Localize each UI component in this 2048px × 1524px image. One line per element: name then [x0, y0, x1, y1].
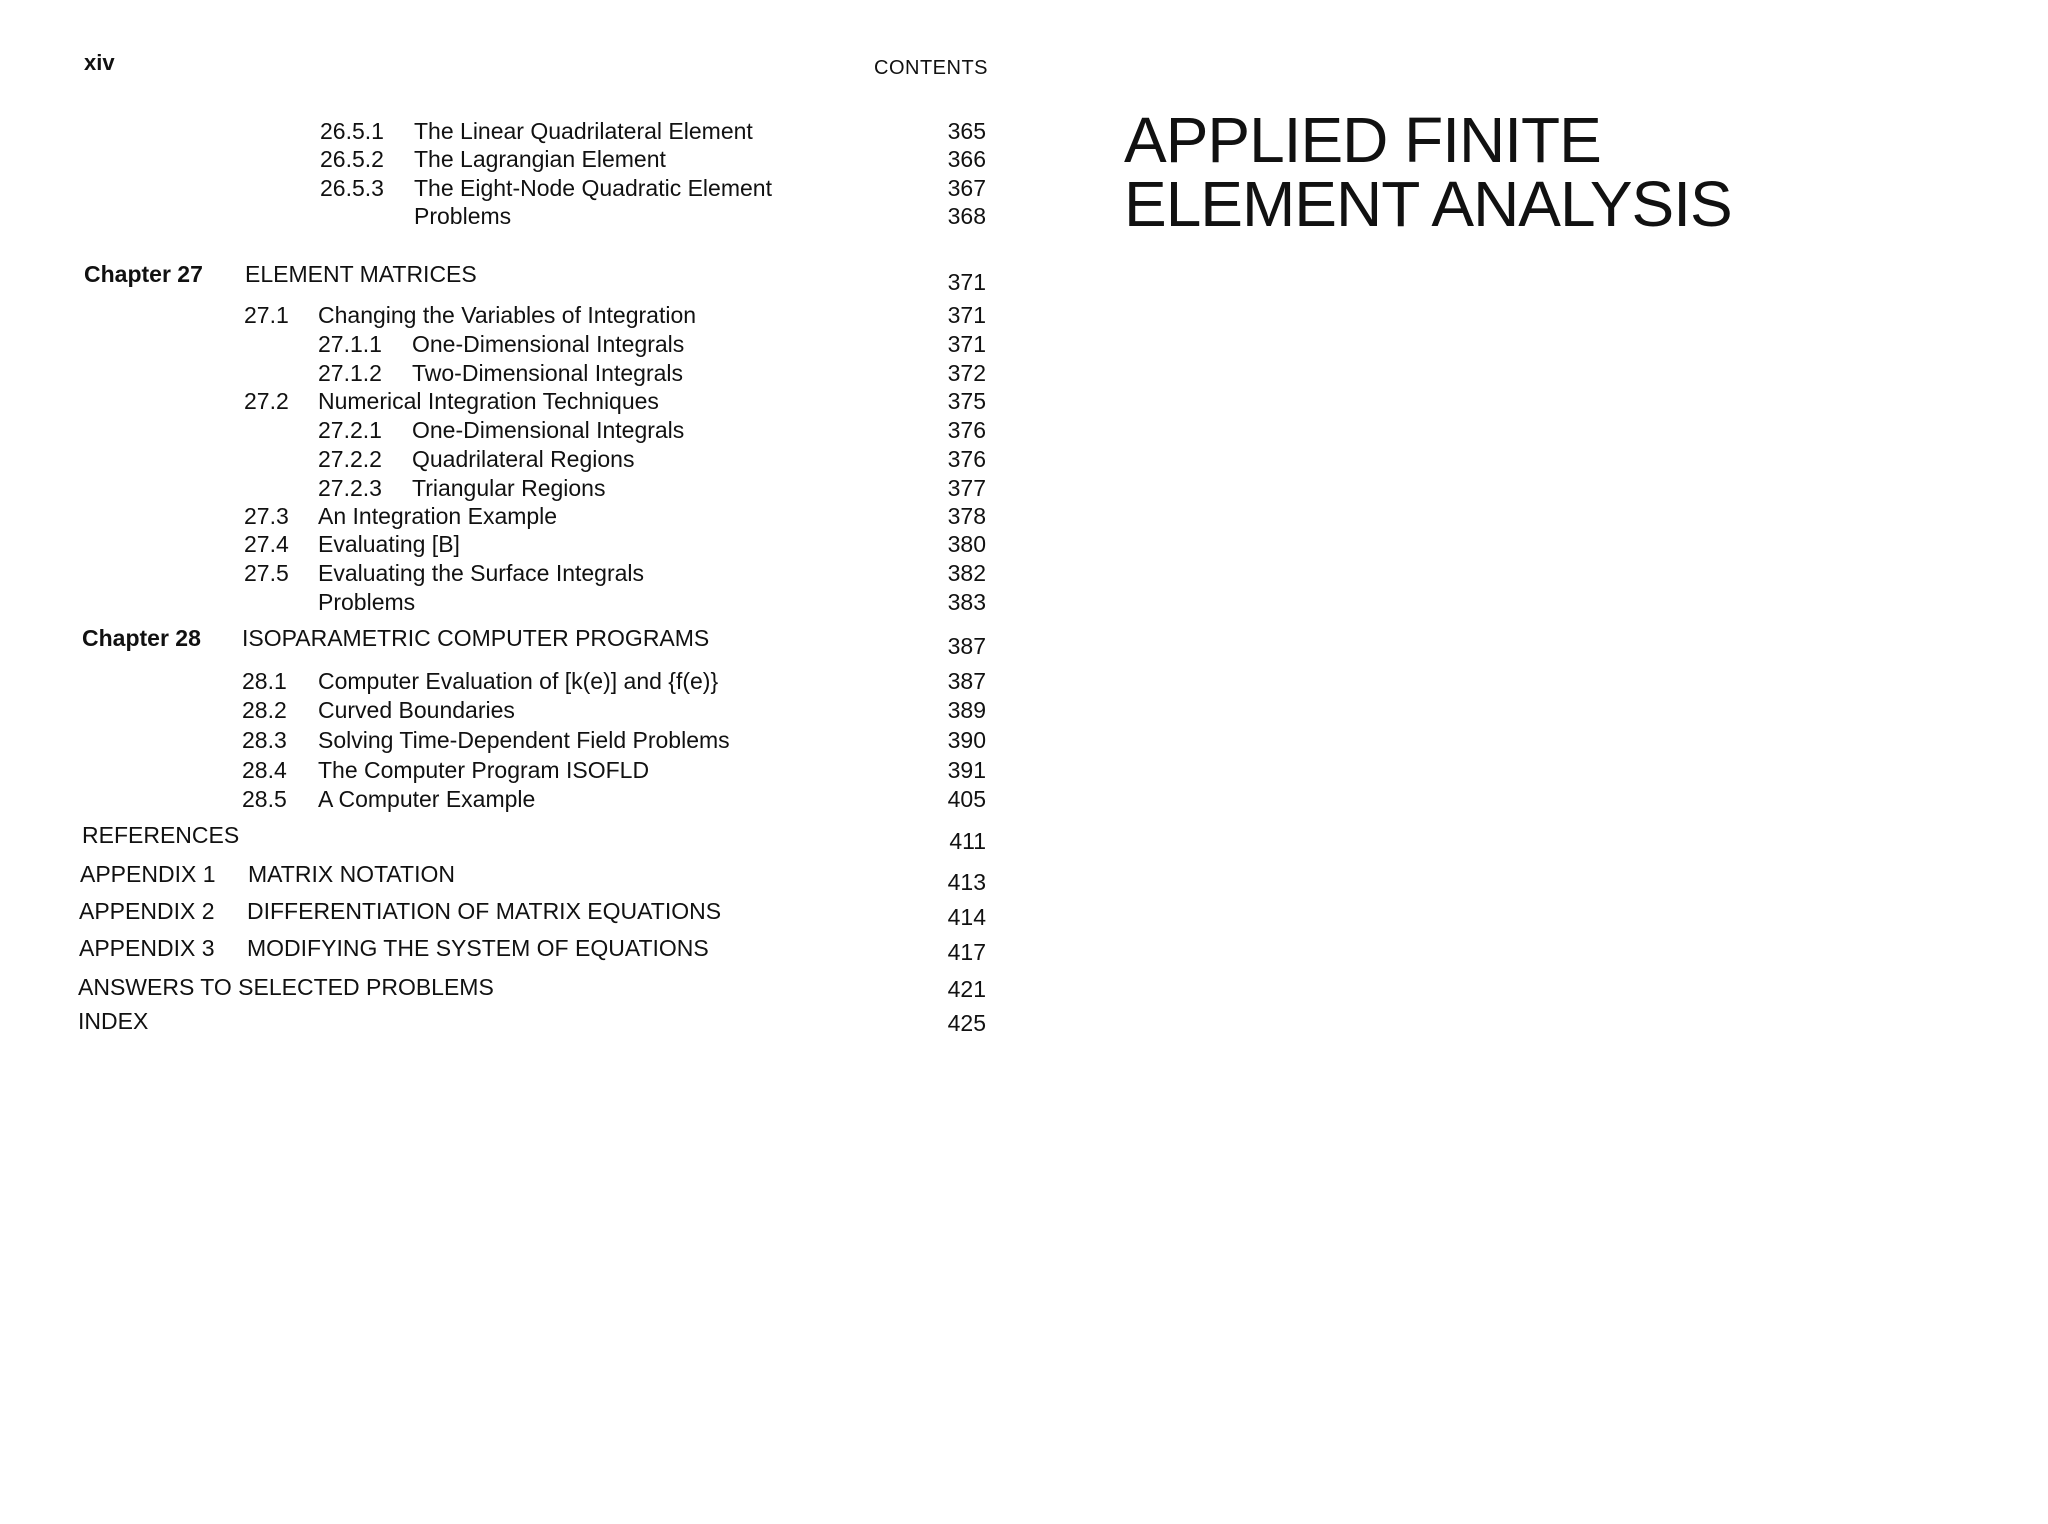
- toc-chapter: [0, 261, 1000, 295]
- toc-number: 27.2.1: [318, 417, 382, 443]
- toc-page: 387: [947, 633, 986, 659]
- toc-title: The Lagrangian Element: [414, 146, 666, 172]
- toc-page: 371: [947, 269, 986, 295]
- toc-entry: [0, 668, 1000, 698]
- toc-number: 26.5.3: [320, 175, 384, 201]
- toc-number: 27.4: [244, 531, 289, 557]
- toc-page: 405: [947, 786, 986, 812]
- toc-entry: [0, 146, 1000, 176]
- toc-entry: [0, 302, 1000, 332]
- toc-page: 421: [947, 976, 986, 1002]
- appendix-label: APPENDIX 1: [80, 861, 216, 887]
- toc-chapter: [0, 625, 1000, 659]
- toc-entry: [0, 727, 1000, 757]
- toc-page: 372: [947, 360, 986, 386]
- toc-entry: [0, 589, 1000, 619]
- appendix-label: APPENDIX 3: [79, 935, 215, 961]
- toc-title: Solving Time-Dependent Field Problems: [318, 727, 730, 753]
- toc-entry: [0, 331, 1000, 361]
- toc-title: Evaluating the Surface Integrals: [318, 560, 645, 586]
- toc-title: INDEX: [78, 1008, 149, 1034]
- toc-number: 27.2: [244, 388, 289, 414]
- toc-title: A Computer Example: [318, 786, 536, 812]
- toc-title: The Linear Quadrilateral Element: [414, 118, 753, 144]
- toc-number: 28.1: [242, 668, 287, 694]
- toc-number: 28.3: [242, 727, 287, 753]
- toc-title: Changing the Variables of Integration: [318, 302, 697, 328]
- toc-title: MODIFYING THE SYSTEM OF EQUATIONS: [247, 935, 709, 961]
- toc-page: 383: [947, 589, 986, 615]
- toc-entry: [0, 417, 1000, 447]
- toc-page: 366: [947, 146, 986, 172]
- book-title: [1124, 104, 1824, 240]
- toc-page: 391: [947, 757, 986, 783]
- toc-number: 26.5.2: [320, 146, 384, 172]
- toc-number: 27.3: [244, 503, 289, 529]
- toc-entry: [0, 1008, 1000, 1038]
- toc-entry: [0, 388, 1000, 418]
- toc-page: 368: [947, 203, 986, 229]
- toc-entry: [0, 822, 1000, 852]
- toc-title: Two-Dimensional Integrals: [412, 360, 684, 386]
- toc-entry: [0, 446, 1000, 476]
- toc-entry: [0, 360, 1000, 390]
- toc-title: Numerical Integration Techniques: [318, 388, 659, 414]
- toc-number: 27.2.3: [318, 475, 382, 501]
- toc-entry: [0, 175, 1000, 205]
- toc-number: 26.5.1: [320, 118, 384, 144]
- book-title-line-1: APPLIED FINITE: [1124, 104, 1601, 176]
- toc-title: The Computer Program ISOFLD: [318, 757, 650, 783]
- toc-entry: [0, 503, 1000, 533]
- chapter-title: ISOPARAMETRIC COMPUTER PROGRAMS: [242, 625, 710, 651]
- toc-title: Problems: [318, 589, 416, 615]
- toc-page: 387: [947, 668, 986, 694]
- toc-page: 377: [947, 475, 986, 501]
- toc-page: 411: [949, 828, 986, 854]
- toc-title: Quadrilateral Regions: [412, 446, 635, 472]
- toc-entry: [0, 861, 1000, 895]
- appendix-label: APPENDIX 2: [79, 898, 215, 924]
- toc-page: 376: [947, 446, 986, 472]
- running-title: CONTENTS: [874, 57, 988, 79]
- toc-page: 371: [947, 331, 986, 357]
- toc-entry: [0, 935, 1000, 965]
- toc-entry: [0, 560, 1000, 590]
- chapter-label: Chapter 28: [82, 625, 201, 651]
- toc-title: An Integration Example: [318, 503, 558, 529]
- toc-page: 380: [947, 531, 986, 557]
- toc-title: Triangular Regions: [412, 475, 606, 501]
- toc-page: 413: [947, 869, 986, 895]
- page-number: xiv: [84, 50, 115, 75]
- toc-title: The Eight-Node Quadratic Element: [414, 175, 772, 201]
- toc-page: 417: [947, 939, 986, 965]
- chapter-title: ELEMENT MATRICES: [245, 261, 477, 287]
- toc-entry: [0, 531, 1000, 561]
- toc-entry: [0, 974, 1000, 1004]
- toc-entry: [0, 757, 1000, 787]
- toc-entry: [0, 203, 1000, 233]
- toc-entry: [0, 786, 1000, 816]
- toc-entry: [0, 697, 1000, 727]
- toc-title: ANSWERS TO SELECTED PROBLEMS: [78, 974, 494, 1000]
- toc-page: 376: [947, 417, 986, 443]
- toc-title: Computer Evaluation of [k(e)] and {f(e)}: [318, 668, 719, 694]
- toc-title: MATRIX NOTATION: [248, 861, 455, 887]
- toc-title: One-Dimensional Integrals: [412, 331, 685, 357]
- toc-title: DIFFERENTIATION OF MATRIX EQUATIONS: [247, 898, 722, 924]
- toc-page: 365: [947, 118, 986, 144]
- toc-number: 27.1: [244, 302, 289, 328]
- toc-number: 28.2: [242, 697, 287, 723]
- toc-page: 378: [947, 503, 986, 529]
- toc-page: 390: [947, 727, 986, 753]
- toc-title: Evaluating [B]: [318, 531, 460, 557]
- toc-page: 371: [947, 302, 986, 328]
- toc-number: 28.4: [242, 757, 287, 783]
- toc-page: 389: [947, 697, 986, 723]
- toc-title: REFERENCES: [82, 822, 240, 848]
- toc-number: 27.1.2: [318, 360, 382, 386]
- toc-title: Problems: [414, 203, 512, 229]
- toc-entry: [0, 898, 1000, 928]
- toc-page: 414: [947, 904, 986, 930]
- toc-title: Curved Boundaries: [318, 697, 515, 723]
- toc-page: 375: [947, 388, 986, 414]
- toc-entry: [0, 118, 1000, 148]
- chapter-label: Chapter 27: [84, 261, 203, 287]
- toc-page: 382: [947, 560, 986, 586]
- toc-entry: [0, 475, 1000, 505]
- toc-page: 367: [947, 175, 986, 201]
- toc-title: One-Dimensional Integrals: [412, 417, 685, 443]
- book-title-line-2: ELEMENT ANALYSIS: [1124, 168, 1732, 240]
- toc-page: 425: [947, 1010, 986, 1036]
- toc-number: 27.2.2: [318, 446, 382, 472]
- toc-number: 27.1.1: [318, 331, 382, 357]
- toc-number: 27.5: [244, 560, 289, 586]
- toc-number: 28.5: [242, 786, 287, 812]
